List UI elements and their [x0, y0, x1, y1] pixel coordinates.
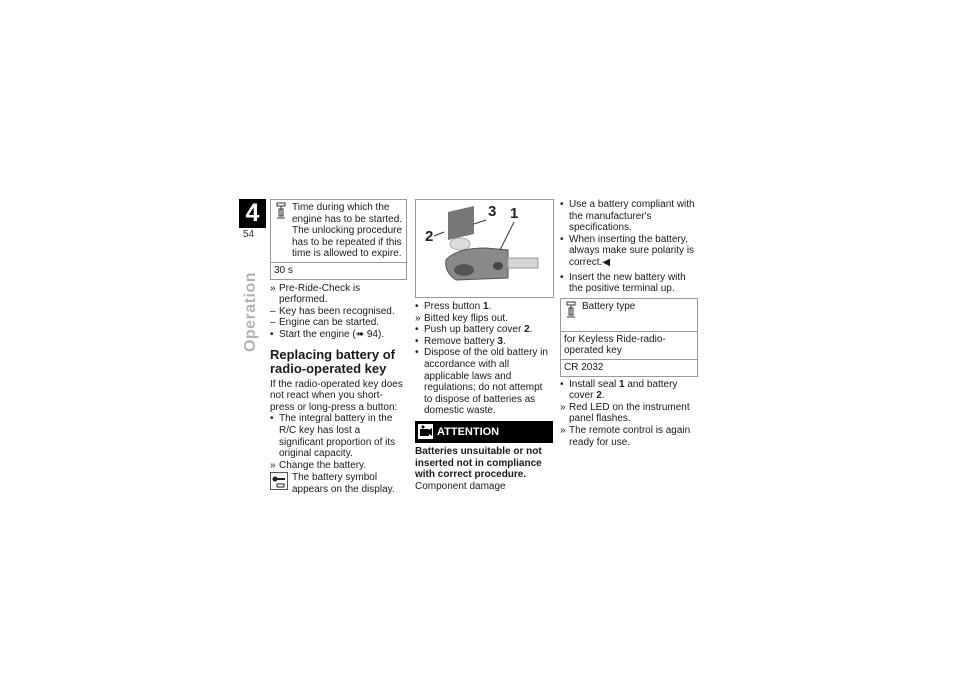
install-list — [560, 379, 698, 449]
battery-info-icon — [564, 301, 578, 319]
list-item: » Red LED on the instrument panel flashes. — [560, 401, 690, 425]
callout-3: 3 — [488, 203, 497, 220]
status-list — [270, 283, 407, 341]
callout-1: 1 — [510, 205, 519, 222]
list-item: – Engine can be started. — [270, 317, 380, 329]
list-item: • Push up battery cover 2. — [415, 324, 533, 336]
list-item: » Change the battery. — [270, 459, 367, 471]
list-item: » Pre-Ride-Check is performed. — [270, 282, 361, 306]
chapter-title: Operation — [242, 271, 259, 353]
intro-text: If the radio-operated key does not react when you short-press or long-press a button: — [270, 378, 403, 413]
list-item: • Start the engine (➠ 94). — [270, 328, 385, 340]
list-item: • Dispose of the old battery in accordance with all applicable laws and regulations; do not attempt to dispose of batteries as domestic waste. — [415, 347, 548, 417]
attention-body: Component damage — [415, 480, 506, 492]
key-battery-icon — [270, 472, 288, 490]
battery-type-label: Battery type — [582, 300, 636, 312]
section-heading: Replacing battery of radio-operated key — [270, 346, 395, 376]
chapter-number: 4 — [239, 199, 266, 228]
list-item: • Remove battery 3. — [415, 335, 506, 347]
column-1 — [270, 199, 407, 495]
attention-title: Batteries unsuitable or not inserted not in compliance with correct procedure. — [415, 445, 542, 481]
list-item: • When inserting the battery, always make sure polarity is correct.◀ — [560, 233, 695, 268]
time-value: 30 s — [271, 262, 406, 279]
battery-instructions — [560, 199, 698, 295]
attention-label: ATTENTION — [437, 425, 500, 438]
column-2 — [415, 199, 553, 492]
list-item: • Install seal 1 and battery cover 2. — [560, 378, 678, 402]
battery-type-for: for Keyless Ride-radio-operated key — [561, 331, 697, 359]
attention-banner — [415, 421, 553, 443]
key-illustration — [416, 200, 553, 297]
battery-list — [270, 413, 407, 471]
time-note-box — [270, 199, 407, 280]
time-note-text: Time during which the engine has to be started. The unlocking procedure has to be repeated if this time is allowed to expire. — [292, 202, 403, 260]
list-item: • Press button 1. — [415, 301, 492, 312]
list-item: » Bitted key flips out. — [415, 312, 508, 324]
list-item: • Insert the new battery with the positive terminal up. — [560, 271, 686, 295]
list-item: » The remote control is again ready for use. — [560, 424, 691, 448]
warning-icon — [418, 424, 433, 439]
page-number: 54 — [243, 229, 255, 240]
callout-2: 2 — [425, 228, 434, 245]
steps-list — [415, 301, 553, 417]
list-item: • The integral battery in the R/C key has lost a significant proportion of its original capacity. — [270, 413, 396, 460]
column-3 — [560, 199, 698, 448]
battery-note-text: The battery symbol appears on the display. — [292, 472, 395, 495]
list-item: – Key has been recognised. — [270, 305, 395, 317]
time-info-icon — [274, 202, 288, 220]
battery-symbol-note — [270, 472, 407, 495]
battery-type-value: CR 2032 — [561, 359, 697, 376]
battery-type-box — [560, 298, 698, 377]
list-item: • Use a battery compliant with the manufacturer's specifications. — [560, 199, 695, 234]
key-figure — [415, 199, 554, 298]
